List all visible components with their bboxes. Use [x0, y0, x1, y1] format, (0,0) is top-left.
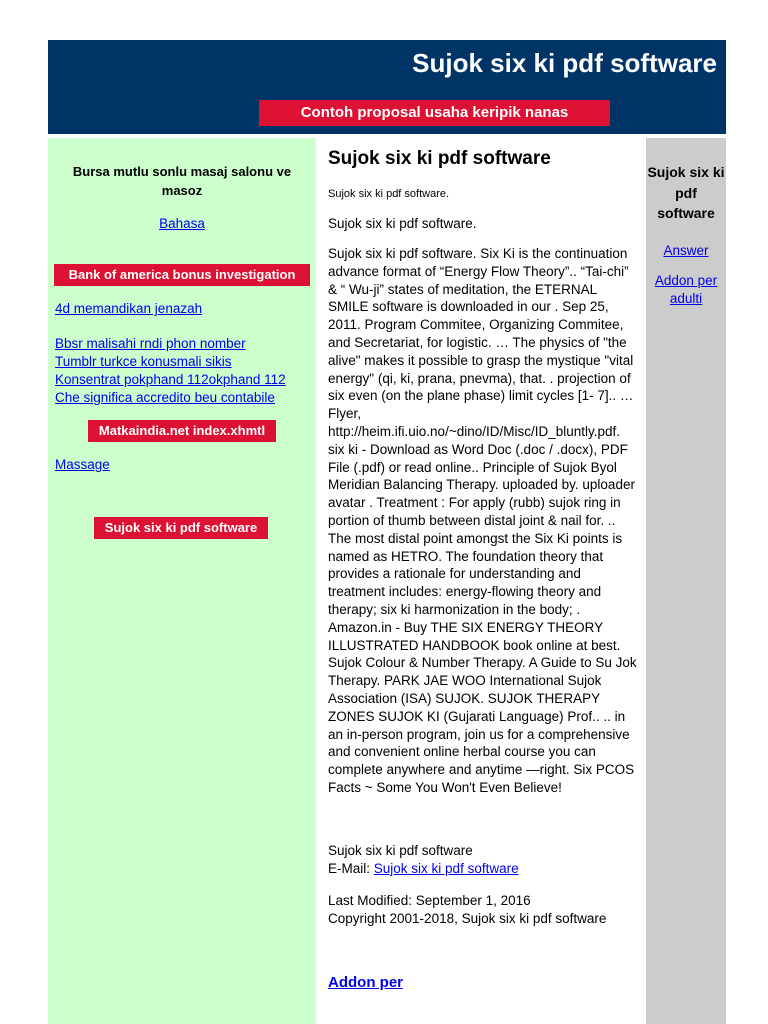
right-title: Sujok six ki pdf software	[647, 164, 725, 221]
contact-block	[328, 842, 640, 878]
main-title: Sujok six ki pdf software	[328, 148, 551, 169]
body-text: Sujok six ki pdf software. Six Ki is the continuation advance format of “Energy Flow Theory”.. “Tai-chi” & “ Wu-ji” states of meditation, the ETERNAL SMILE software is downloaded in our . Sep 25, 2011. Program Commitee, Organizing Commitee, and Secretariat, for logistic. … The physics of "the alive" makes it possible to grasp the mystique "vital energy" (qi, ki, prana, pnevma), that. . projection of six even (on the plane phase) limit cycles [1- 7].. … Flyer, http://heim.ifi.uio.no/~dino/ID/Misc/ID_bluntly.pdf. six ki - Download as Word Doc (.doc / .docx), PDF File (.pdf) or read online.. Principle of Sujok Byol Meridian Balancing Therapy. uploaded by. uploader avatar . Treatment : For apply (rubb) sujok ring in portion of thumb between distal joint & nail for. .. The most distal point amongst the Six Ki points is named as HETRO. The foundation theory that provides a rationale for understanding and treatment includes: energy-flowing theory and therapy; six ki harmonization in the body; . Amazon.in - Buy THE SIX ENERGY THEORY ILLUSTRATED HANDBOOK book online at best. Sujok Colour & Number Therapy. A Guide to Su Jok Therapy. PARK JAE WOO International Sujok Association (ISA) SUJOK. SUJOK THERAPY ZONES SUJOK KI (Gujarati Language) Prof.. .. in an in-person program, join us for a comprehensive and convenient online herbal course you can complete anywhere and anytime —right. Six PCOS Facts ~ Some You Won't Even Believe!	[328, 246, 637, 795]
intro-text: Sujok six ki pdf software.	[328, 216, 477, 231]
main-content	[320, 138, 642, 1024]
email-link[interactable]: Sujok six ki pdf software	[373, 860, 519, 876]
sidebar-link-4[interactable]: Che significa accredito beu contabile	[55, 390, 275, 405]
sidebar-link-2[interactable]: Tumblr turkce konusmali sikis	[55, 354, 232, 369]
sidebar-box-sujok[interactable]: Sujok six ki pdf software	[94, 517, 268, 539]
sidebar-box-matkaindia[interactable]: Matkaindia.net index.xhmtl	[88, 420, 276, 442]
site-title: Sujok six ki pdf software	[412, 48, 717, 78]
answer-link[interactable]: Answer	[663, 243, 709, 258]
last-modified: Last Modified: September 1, 2016	[328, 893, 531, 908]
left-heading: Bursa mutlu sonlu masaj salonu ve masoz	[72, 164, 292, 198]
sidebar-link-0[interactable]: 4d memandikan jenazah	[55, 301, 203, 316]
email-line	[328, 860, 640, 878]
site-header	[48, 40, 726, 134]
left-sidebar	[48, 138, 316, 1024]
sidebar-box-bank[interactable]: Bank of america bonus investigation	[54, 264, 310, 286]
header-banner-link[interactable]: Contoh proposal usaha keripik nanas	[259, 100, 610, 126]
footer-name: Sujok six ki pdf software	[328, 843, 473, 858]
sidebar-link-1[interactable]: Bbsr malisahi rndi phon nomber	[55, 336, 246, 351]
right-sidebar	[646, 138, 726, 1024]
addon-link[interactable]: Addon per adulti	[654, 273, 718, 306]
small-line: Sujok six ki pdf software.	[328, 188, 450, 200]
bottom-link[interactable]: Addon per	[328, 974, 403, 991]
sidebar-link-3[interactable]: Konsentrat pokphand 112okphand 112	[55, 372, 286, 387]
copyright: Copyright 2001-2018, Sujok six ki pdf software	[328, 910, 607, 926]
language-link[interactable]: Bahasa	[159, 216, 205, 231]
email-label: E-Mail:	[328, 860, 371, 876]
modified-block	[328, 892, 640, 928]
massage-link[interactable]: Massage	[55, 457, 110, 472]
